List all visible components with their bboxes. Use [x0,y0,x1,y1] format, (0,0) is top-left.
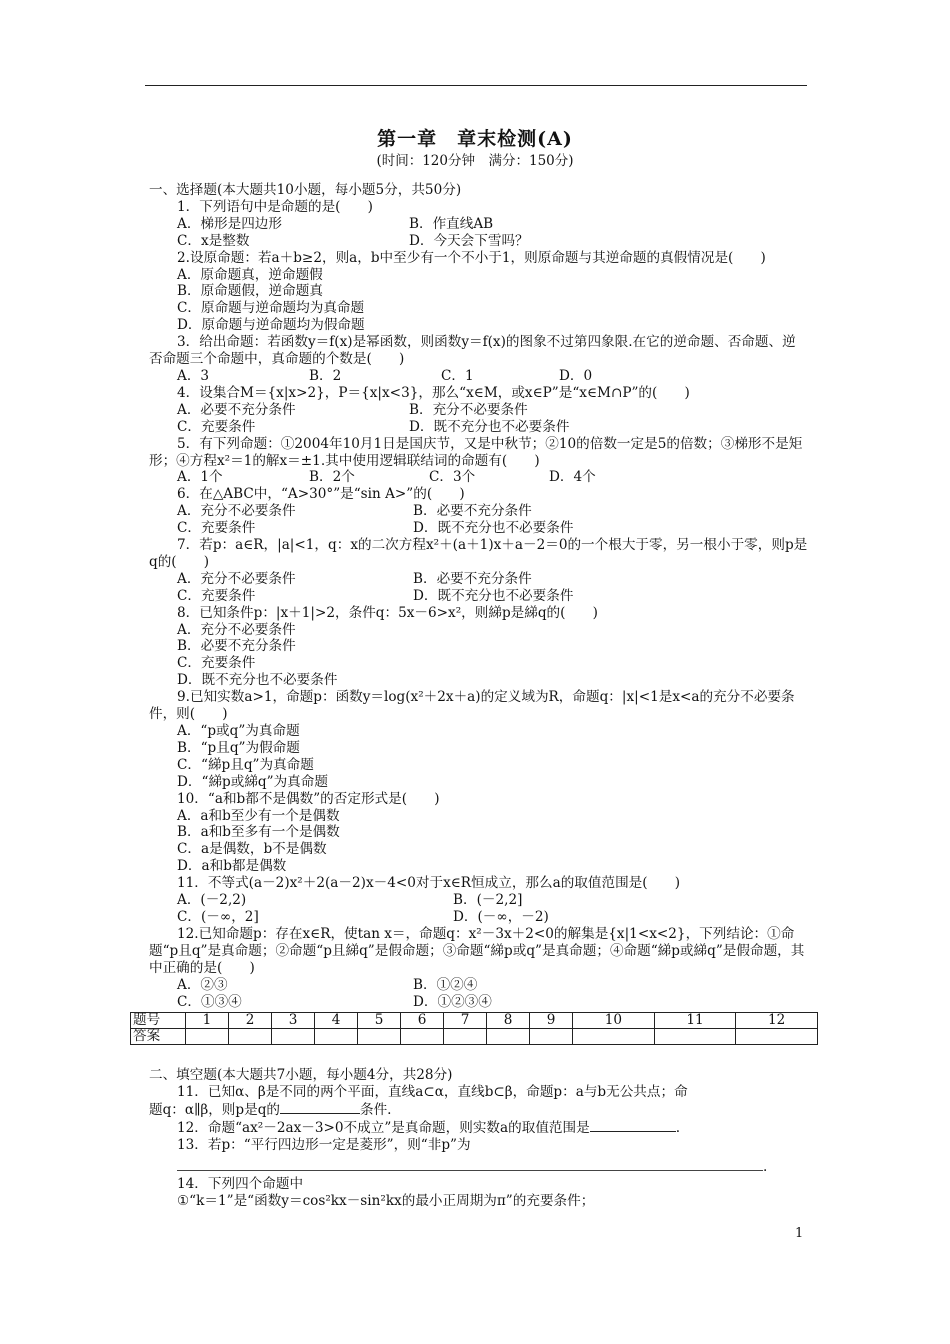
answer-blank[interactable] [590,1119,676,1132]
page-subtitle: (时间：120分钟 满分：150分) [376,153,574,169]
fill-question-11-end: 条件. [360,1102,392,1119]
page-title: 第一章 章末检测(A) [377,128,573,150]
option: A．充分不必要条件 [177,570,296,587]
option: B．①②④ [413,976,478,993]
option: A．1个 [177,469,223,486]
answer-table-number: 5 [358,1013,401,1029]
header-rule [145,85,807,86]
option: B．a和b至多有一个是偶数 [177,824,340,841]
option: D．既不充分也不必要条件 [413,520,574,537]
question-12-stem: 12.已知命题p：存在x∈R，使tan x＝，命题q：x²－3x＋2<0的解集是{x|1<x<2}，下列结论：①命题“p且q”是真命题；②命题“p且綈q”是假命题；③命题“綈p或q”是真命题；④命题“綈p或綈q”是假命题，其中正确的是( ) [149,925,805,976]
option: C．充要条件 [177,587,256,604]
option: C．a是偶数，b不是偶数 [177,841,327,858]
fill-question-11-line2: 题q：α∥β，则p是q的 [149,1102,280,1119]
question-10-stem: 10．“a和b都不是偶数”的否定形式是( ) [177,790,440,807]
question-11-stem: 11．不等式(a－2)x²＋2(a－2)x－4<0对于x∈R恒成立，那么a的取值范围是( ) [177,875,681,892]
option: A．充分不必要条件 [177,621,296,638]
option: D．①②③④ [413,993,492,1010]
section-heading: 一、选择题(本大题共10小题，每小题5分，共50分) [149,182,462,198]
option: A．a和b至少有一个是偶数 [177,807,340,824]
option: D．0 [559,367,593,384]
fill-question-13: 13．若p：“平行四边形一定是菱形”，则“非p”为 [177,1137,471,1154]
question-5-stem: 5．有下列命题：①2004年10月1日是国庆节，又是中秋节；②10的倍数一定是5的倍数；③梯形不是矩形；④方程x²＝1的解x＝±1.其中使用逻辑联结词的命题有( ) [149,435,803,469]
answer-table [130,1012,818,1045]
fill-question-13-end: . [763,1158,768,1175]
question-3-stem: 3．给出命题：若函数y＝f(x)是幂函数，则函数y＝f(x)的图象不过第四象限.在它的逆命题、否命题、逆否命题三个命题中，真命题的个数是( ) [149,334,796,368]
fill-question-11-line1: 11．已知α、β是不同的两个平面，直线a⊂α，直线b⊂β，命题p：a与b无公共点；命 [177,1084,688,1101]
option: B．必要不充分条件 [413,570,532,587]
option: B．必要不充分条件 [413,503,532,520]
option: C．原命题与逆命题均为真命题 [177,300,365,317]
option: A．“p或q”为真命题 [177,723,300,739]
option: C．(－∞，2] [177,908,259,925]
fill-question-14: 14．下列四个命题中 [177,1175,304,1192]
option: A．3 [177,367,210,384]
option: D．“綈p或綈q”为真命题 [177,773,328,790]
answer-cell[interactable] [654,1029,736,1045]
answer-table-number: 11 [654,1013,736,1029]
answer-table-number: 4 [315,1013,358,1029]
answer-line[interactable] [177,1154,763,1171]
option: B．充分不必要条件 [409,401,528,418]
option: B．(－2,2] [453,892,523,909]
answer-table-number: 2 [229,1013,272,1029]
answer-table-number: 12 [736,1013,818,1029]
option: D．今天会下雪吗？ [409,232,529,249]
option: A．②③ [177,976,228,993]
answer-table-header-label: 题号 [131,1013,186,1029]
document-body [133,182,809,1210]
answer-blank[interactable] [280,1101,360,1114]
option: A．梯形是四边形 [177,215,282,232]
fill-question-12: 12．命题“ax²－2ax－3>0不成立”是真命题，则实数a的取值范围是 [177,1120,590,1137]
option: C．3个 [429,469,476,486]
answer-table-number: 8 [487,1013,530,1029]
option: B．2 [309,367,342,384]
option: B．“p且q”为假命题 [177,739,300,756]
answer-table-number: 7 [444,1013,487,1029]
question-4-stem: 4．设集合M＝{x|x>2}，P＝{x|x<3}，那么“x∈M，或x∈P”是“x∈M∩P”的( ) [177,384,690,401]
answer-cell[interactable] [487,1029,530,1045]
option: C．①③④ [177,993,242,1010]
question-6-stem: 6．在△ABC中，“A>30°”是“sin A>”的( ) [177,486,465,503]
option: D．既不充分也不必要条件 [413,587,574,604]
option: D．既不充分也不必要条件 [177,672,338,689]
option: C．x是整数 [177,232,250,249]
option: D．既不充分也不必要条件 [409,418,570,435]
answer-cell[interactable] [186,1029,229,1045]
option: C．1 [441,367,474,384]
answer-table-number: 1 [186,1013,229,1029]
answer-table-number: 3 [272,1013,315,1029]
option: B．作直线AB [409,215,494,232]
answer-table-number: 9 [530,1013,573,1029]
answer-cell[interactable] [530,1029,573,1045]
answer-cell[interactable] [229,1029,272,1045]
answer-table-header-row [131,1013,818,1029]
answer-cell[interactable] [272,1029,315,1045]
answer-cell[interactable] [444,1029,487,1045]
fill-question-14-item-1: ①“k＝1”是“函数y＝cos²kx－sin²kx的最小正周期为π”的充要条件； [177,1192,595,1209]
question-2-stem: 2.设原命题：若a＋b≥2，则a，b中至少有一个不小于1，则原命题与其逆命题的真假情况是( ) [177,249,766,266]
option: B．2个 [309,469,355,486]
answer-table-number: 10 [573,1013,655,1029]
answer-cell[interactable] [401,1029,444,1045]
option: C．“綈p且q”为真命题 [177,756,314,773]
option: C．充要条件 [177,418,256,435]
option: D．4个 [549,469,596,486]
option: C．充要条件 [177,520,256,537]
fill-question-12-end: . [675,1120,681,1137]
answer-table-number: 6 [401,1013,444,1029]
question-9-stem: 9.已知实数a>1，命题p：函数y＝log(x²＋2x＋a)的定义域为R，命题q：|x|<1是x<a的充分不必要条件，则( ) [149,689,795,723]
answer-table-answer-row [131,1029,818,1045]
option: B．必要不充分条件 [177,638,296,655]
answer-cell[interactable] [315,1029,358,1045]
option: A．(－2,2) [177,892,247,909]
option: B．原命题假，逆命题真 [177,283,323,300]
section-heading: 二、填空题(本大题共7小题，每小题4分，共28分) [149,1067,453,1084]
question-7-stem: 7．若p：a∈R，|a|<1，q：x的二次方程x²＋(a＋1)x＋a－2＝0的一个根大于零，另一根小于零，则p是q的( ) [149,537,808,570]
answer-cell[interactable] [573,1029,655,1045]
answer-cell[interactable] [358,1029,401,1045]
option: A．充分不必要条件 [177,503,296,520]
option: C．充要条件 [177,655,256,672]
page-number: 1 [795,1226,804,1241]
option: D．原命题与逆命题均为假命题 [177,317,365,334]
answer-table-answer-label: 答案 [131,1029,186,1045]
option: D．(－∞，－2) [453,908,549,925]
option: D．a和b都是偶数 [177,858,287,875]
option: A．必要不充分条件 [177,401,296,418]
answer-cell[interactable] [736,1029,818,1045]
question-1-stem: 1．下列语句中是命题的是( ) [177,198,373,215]
option: A．原命题真，逆命题假 [177,266,323,283]
question-8-stem: 8．已知条件p：|x＋1|>2，条件q：5x－6>x²，则綈p是綈q的( ) [177,604,598,621]
